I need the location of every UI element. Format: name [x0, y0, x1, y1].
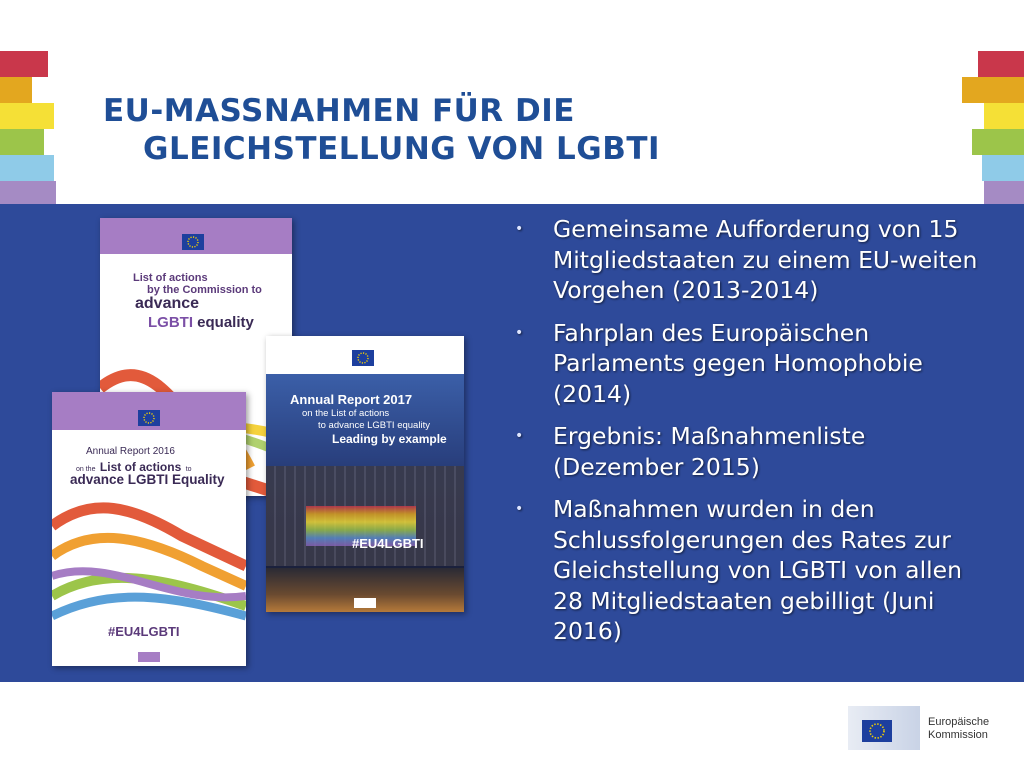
title-line-2: GLEICHSTELLUNG VON LGBTI [143, 131, 661, 167]
eu-flag-icon [138, 410, 160, 426]
ec-building-icon [848, 706, 920, 750]
cover-hashtag: #EU4LGBTI [352, 536, 424, 551]
slide-title [103, 92, 863, 168]
cover-line-2: by the Commission to [147, 284, 262, 296]
cover-line-2c: to [185, 466, 192, 473]
ec-name-line-1: Europäische [928, 716, 990, 728]
rainbow-ribbon-graphic [52, 496, 246, 626]
stripe-blue [0, 155, 54, 181]
cover-lgbti: LGBTI [148, 314, 193, 331]
bullet-text: Gemeinsame Aufforderung von 15 Mitgliedstaaten zu einem EU-weiten Vorgehen (2013-2014) [553, 215, 978, 304]
cover-annual-report-2016 [52, 392, 246, 666]
stripe-green [0, 129, 44, 155]
cover-equality: equality [197, 314, 254, 331]
ec-name-line-2: Kommission [928, 729, 988, 741]
list-item [510, 318, 980, 410]
ec-name [928, 716, 989, 742]
stripe-orange [962, 77, 1024, 103]
stripe-yellow [984, 103, 1024, 129]
stripe-yellow [0, 103, 54, 129]
european-commission-logo [848, 706, 998, 750]
bullet-icon: • [515, 221, 524, 237]
ec-mini-logo [354, 598, 376, 608]
cover-line-3: advance [135, 295, 200, 312]
bullet-icon: • [515, 501, 524, 517]
eu-flag-icon [862, 720, 892, 742]
list-item [510, 214, 980, 306]
cover-line-3: advance LGBTI Equality [70, 472, 225, 487]
bullet-list [510, 214, 980, 659]
ec-mini-logo [138, 652, 160, 662]
eu-flag-icon [352, 350, 374, 366]
list-item [510, 494, 980, 647]
cover-line-2: on the List of actions [302, 408, 390, 419]
cover-line-2a: on the [76, 466, 96, 473]
stripe-red [978, 51, 1024, 77]
stripe-orange [0, 77, 32, 103]
cover-line-2b: List of actions [99, 460, 182, 474]
eu-flag-icon [182, 234, 204, 250]
bullet-text: Ergebnis: Maßnahmenliste (Dezember 2015) [553, 422, 866, 481]
stripe-green [972, 129, 1024, 155]
stripe-blue [982, 155, 1024, 181]
cover-line-4: Leading by example [332, 432, 447, 446]
cover-annual-report-2017 [266, 336, 464, 612]
cover-line-1: List of actions [133, 272, 208, 284]
stripe-red [0, 51, 48, 77]
cover-hashtag: #EU4LGBTI [108, 624, 180, 639]
cover-line-3: to advance LGBTI equality [318, 420, 430, 431]
cover-line-1: Annual Report 2017 [290, 392, 413, 407]
bullet-icon: • [515, 324, 524, 341]
list-item [510, 421, 980, 482]
bullet-text: Maßnahmen wurden in den Schlussfolgerungen des Rates zur Gleichstellung von LGBTI von allen 28 Mitgliedstaaten gebilligt (Juni 2016) [553, 495, 962, 645]
title-line-1: EU-MASSNAHMEN FÜR DIE [103, 93, 575, 129]
cover-line-1: Annual Report 2016 [86, 446, 175, 457]
bullet-icon: • [515, 428, 524, 444]
bullet-text: Fahrplan des Europäischen Parlaments gegen Homophobie (2014) [553, 318, 923, 408]
